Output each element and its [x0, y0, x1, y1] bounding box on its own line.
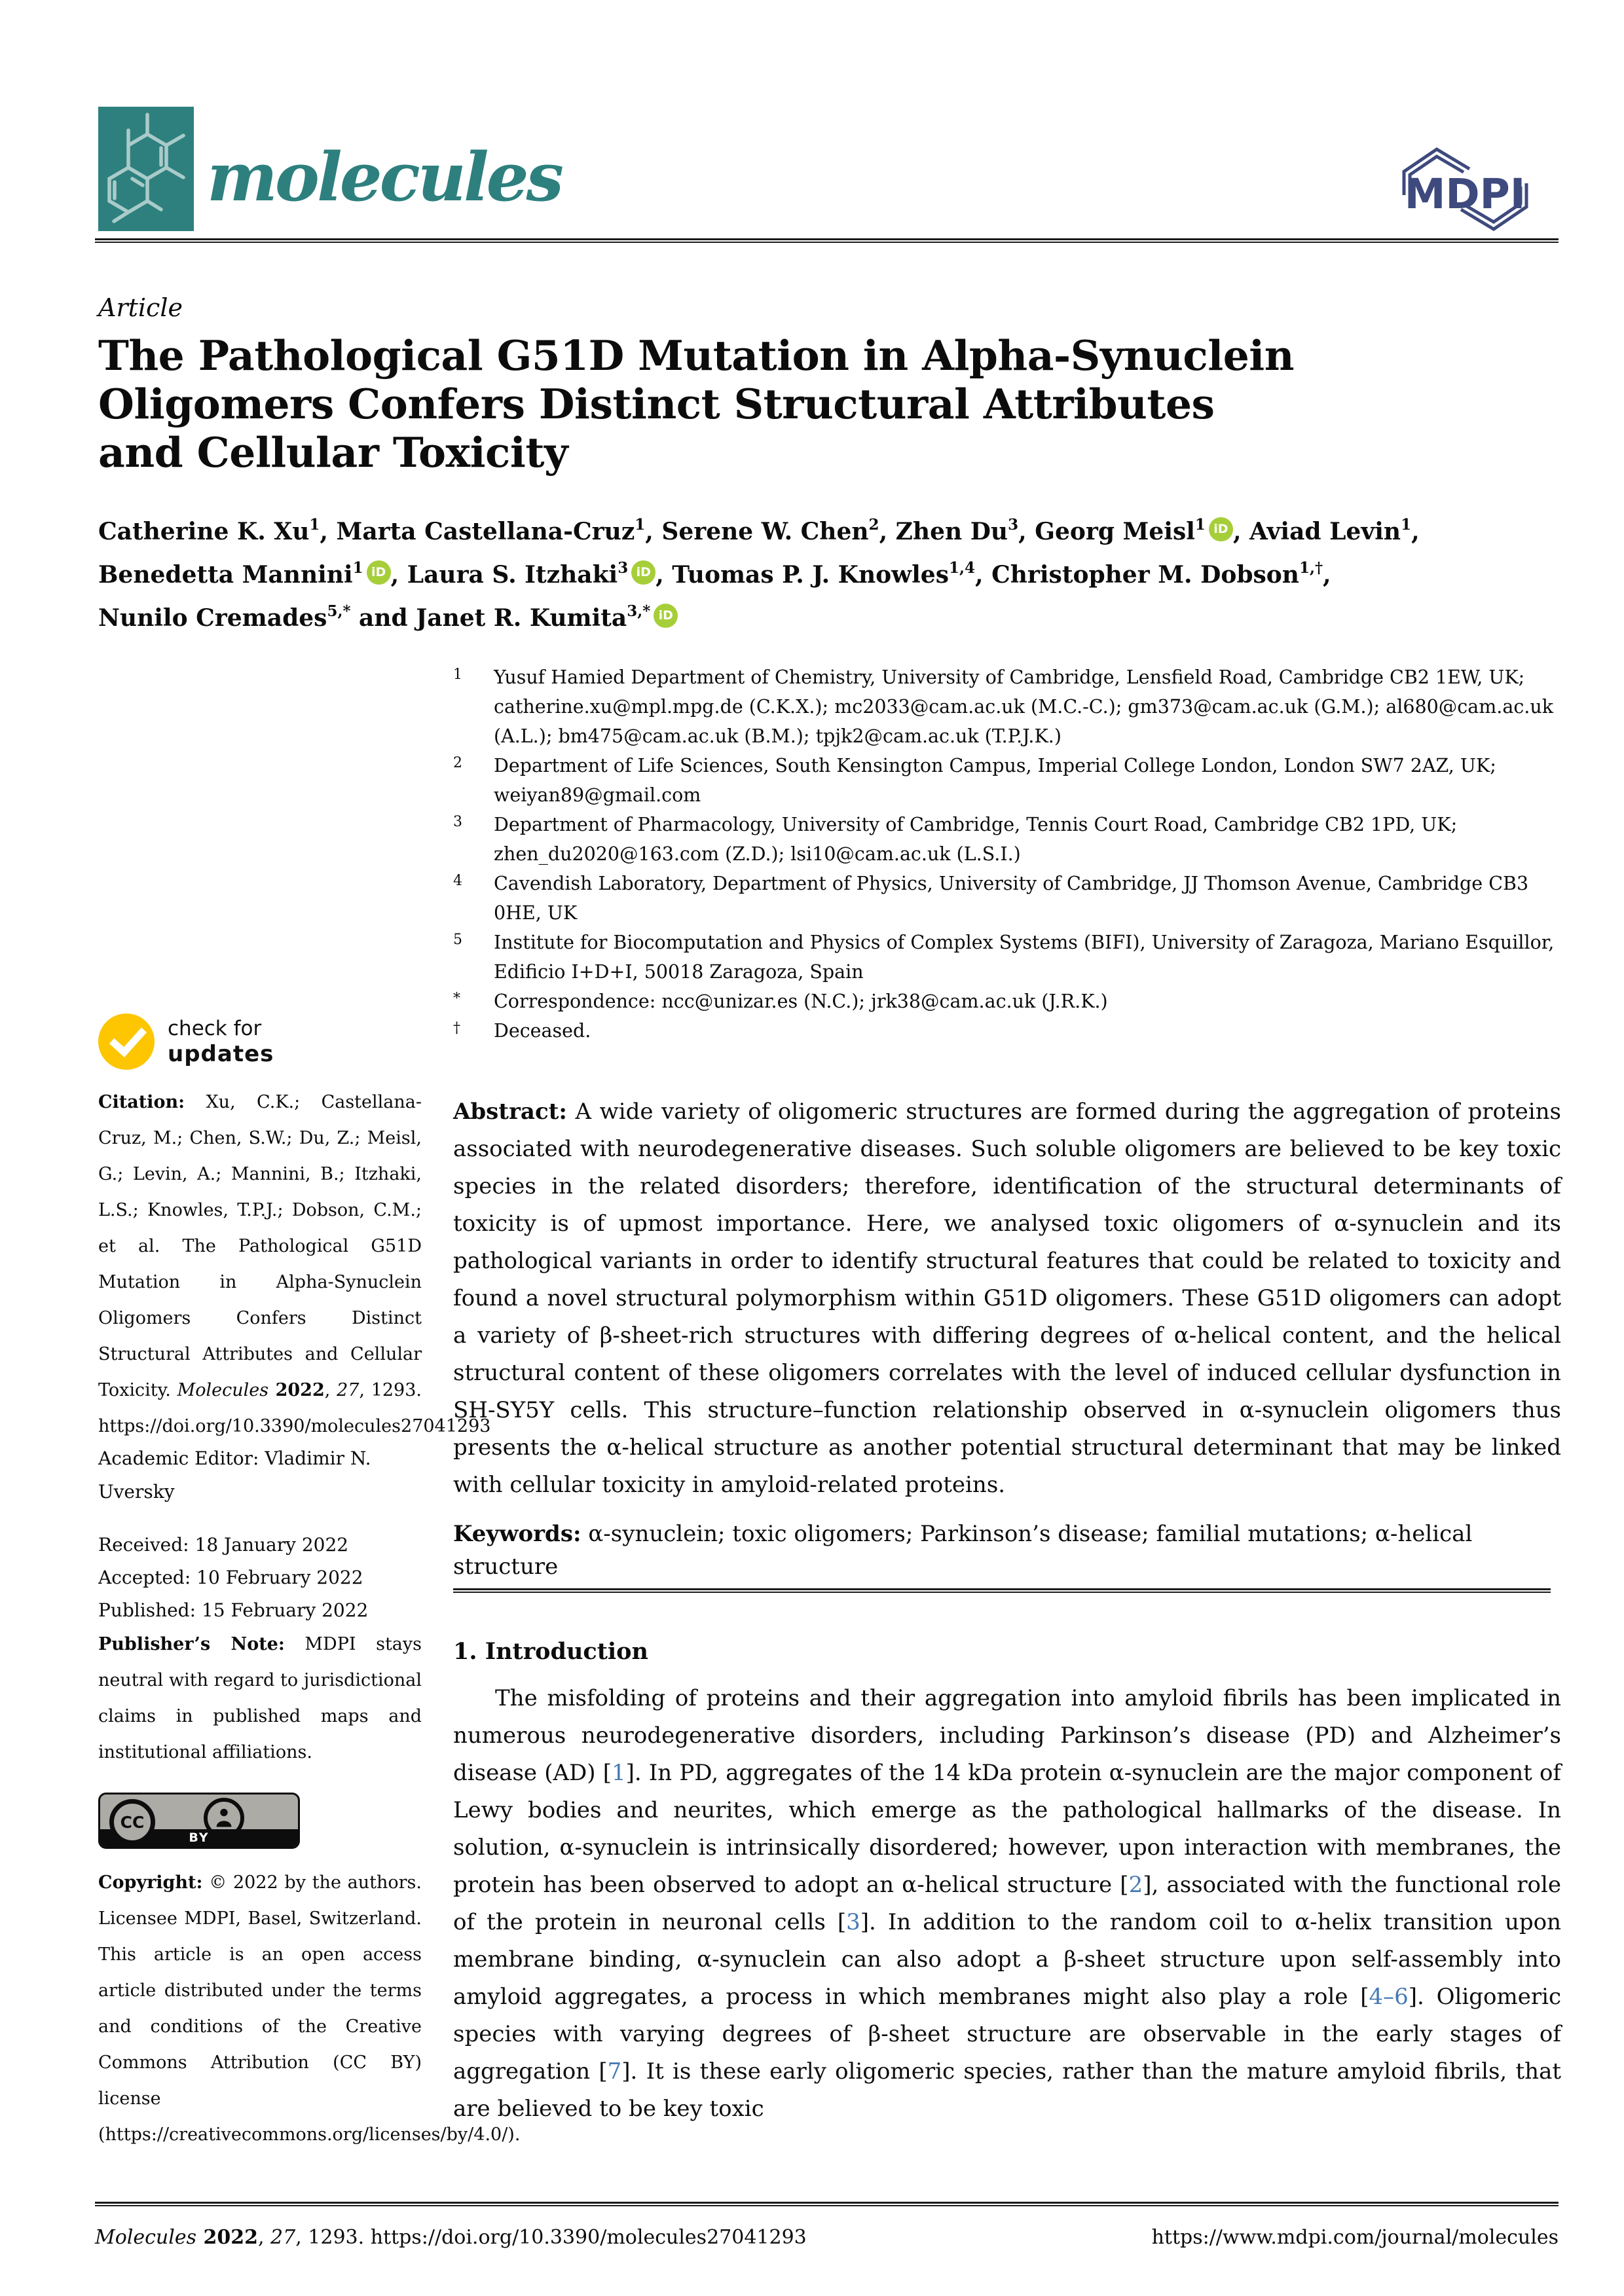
published-date: Published: 15 February 2022	[98, 1599, 369, 1621]
keywords: Keywords: α-synuclein; toxic oligomers; Parkinson’s disease; familial mutations; α-helical structure	[453, 1521, 1473, 1580]
doi-link[interactable]: , 1293. https://doi.org/10.3390/molecules27041293	[98, 1380, 491, 1436]
received-date: Received: 18 January 2022	[98, 1534, 349, 1556]
affiliation-row: † Deceased.	[453, 1020, 591, 1042]
checkmark-icon	[98, 1013, 155, 1070]
section-heading-introduction: 1. Introduction	[453, 1638, 648, 1665]
by-label: BY	[100, 1829, 298, 1847]
abstract: Abstract: A wide variety of oligomeric structures are formed during the aggregation of proteins associated with neurodegenerative diseases. Such soluble oligomers are believed to be key toxic species in the related disorders; therefore, identification of the structural determinants of toxicity is of upmost importance. Here, we analysed toxic oligomers of α-synuclein and its pathological variants in order to identify structural features that could be related to toxicity and found a novel structural polymorphism within G51D oligomers. These G51D oligomers can adopt a variety of β-sheet-rich structures with differing degrees of α-helical content, and the helical structural content of these oligomers correlates with the level of induced cellular dysfunction in SH-SY5Y cells. This structure–function relationship observed in α-synuclein oligomers thus presents the α-helical structure as another potential structural determinant that may be linked with cellular toxicity in amyloid-related proteins.	[453, 1099, 1561, 1498]
orcid-icon[interactable]: iD	[654, 604, 678, 628]
author: Christopher M. Dobson$^{1,\dagger}$,	[991, 559, 1331, 589]
check-for-updates-badge[interactable]	[98, 1013, 274, 1070]
footer-journal-url[interactable]: https://www.mdpi.com/journal/molecules	[1151, 2226, 1559, 2249]
molecules-journal-logo	[98, 107, 194, 231]
footer-citation-doi[interactable]: Molecules 2022, 27, 1293. https://doi.org/10.3390/molecules27041293	[95, 2226, 807, 2249]
keywords-divider-rule	[453, 1588, 1551, 1593]
affiliation-row: * Correspondence: ncc@unizar.es (N.C.); jrk38@cam.ac.uk (J.R.K.)	[453, 991, 1108, 1012]
reference-link[interactable]: 1	[611, 1760, 626, 1786]
author: Zhen Du$^3$,	[895, 516, 1035, 545]
author: Aviad Levin$^1$,	[1249, 516, 1420, 545]
check-badge-text: check for updates	[168, 1016, 274, 1067]
mdpi-label: MDPI	[1404, 170, 1526, 218]
accepted-date: Accepted: 10 February 2022	[98, 1567, 363, 1588]
page-title	[98, 331, 1578, 477]
copyright-notice: Copyright: © 2022 by the authors. Licensee MDPI, Basel, Switzerland. This article is an open access article distributed under the terms and conditions of the Creative Commons Attribution (CC BY) license (https://creativecommons.org/licenses/by/4.0/).	[98, 1872, 521, 2145]
author: Catherine K. Xu$^1$,	[98, 516, 337, 545]
affiliation-row: 3 Department of Pharmacology, University of Cambridge, Tennis Court Road, Cambridge CB2 1PD, UK; zhen_du2020@163.com (Z.D.); lsi10@cam.ac.uk (L.S.I.)	[453, 814, 1458, 865]
author: Janet R. Kumita$^{3,*}$ iD	[416, 604, 678, 632]
journal-wordmark: molecules	[207, 138, 561, 217]
title-line: The Pathological G51D Mutation in Alpha-Synuclein	[98, 331, 1295, 380]
page-footer	[95, 2226, 1559, 2249]
orcid-icon[interactable]: iD	[631, 560, 655, 585]
title-line: Oligomers Confers Distinct Structural Attributes	[98, 380, 1215, 428]
author: Serene W. Chen$^2$,	[661, 516, 896, 545]
mdpi-logo	[1395, 143, 1536, 236]
author: Benedetta Mannini$^1$ iD ,	[98, 559, 407, 589]
footer-rule	[95, 2202, 1559, 2206]
orcid-icon[interactable]: iD	[1209, 517, 1233, 541]
affiliation-row: 5 Institute for Biocomputation and Physics of Complex Systems (BIFI), University of Zaragoza, Mariano Esquillor, Edificio I+D+I, 50018 Zaragoza, Spain	[453, 932, 1555, 983]
cc-by-license-badge[interactable]	[98, 1793, 300, 1849]
reference-link[interactable]: 2	[1128, 1872, 1143, 1898]
citation-block: Citation: Xu, C.K.; Castellana-Cruz, M.; Chen, S.W.; Du, Z.; Meisl, G.; Levin, A.; Mannini, B.; Itzhaki, L.S.; Knowles, T.P.J.; Dobson, C.M.; et al. The Pathological G51D Mutation in Alpha-Synuclein Oligomers Confers Distinct Structural Attributes and Cellular Toxicity. Molecules 2022, 27, 1293. https://doi.org/10.3390/molecules27041293	[98, 1092, 491, 1436]
publishers-note: Publisher’s Note: MDPI stays neutral with regard to jurisdictional claims in published maps and institutional affiliations.	[98, 1634, 422, 1762]
introduction-paragraph: The misfolding of proteins and their aggregation into amyloid fibrils has been implicated in numerous neurodegenerative disorders, including Parkinson’s disease (PD) and Alzheimer’s disease (AD) [1]. In PD, aggregates of the 14 kDa protein α-synuclein are the major component of Lewy bodies and neurites, which emerge as the pathological hallmarks of the disease. In solution, α-synuclein is intrinsically disordered; however, upon interaction with membranes, the protein has been observed to adopt an α-helical structure [2], associated with the functional role of the protein in neuronal cells [3]. In addition to the random coil to α-helix transition upon membrane binding, α-synuclein can also adopt a β-sheet structure upon self-assembly into amyloid aggregates, a process in which membranes might also play a role [4–6]. Oligomeric species with varying degrees of β-sheet structure are observable in the early stages of aggregation [7]. It is these early oligomeric species, rather than the mature amyloid fibrils, that are believed to be key toxic	[453, 1685, 1562, 2122]
article-dates	[98, 1529, 422, 1627]
author-list	[98, 507, 1585, 637]
reference-link[interactable]: 3	[846, 1909, 860, 1935]
author: Laura S. Itzhaki$^3$ iD ,	[407, 559, 673, 589]
author: Marta Castellana-Cruz$^1$,	[336, 516, 662, 545]
affiliation-row: 1 Yusuf Hamied Department of Chemistry, University of Cambridge, Lensfield Road, Cambridge CB2 1EW, UK; catherine.xu@mpl.mpg.de (C.K.X.); mc2033@cam.ac.uk (M.C.-C.); gm373@cam.ac.uk (G.M.); al680@cam.ac.uk (A.L.); bm475@cam.ac.uk (B.M.); tpjk2@cam.ac.uk (T.P.J.K.)	[453, 666, 1553, 747]
header-rule	[95, 238, 1559, 243]
reference-link[interactable]: 4–6	[1369, 1984, 1409, 2010]
article-type-label: Article	[98, 293, 183, 322]
affiliation-row: 4 Cavendish Laboratory, Department of Physics, University of Cambridge, JJ Thomson Avenue, Cambridge CB3 0HE, UK	[453, 873, 1529, 924]
author: Tuomas P. J. Knowles$^{1,4}$,	[672, 559, 992, 589]
affiliation-row: 2 Department of Life Sciences, South Kensington Campus, Imperial College London, London SW7 2AZ, UK; weiyan89@gmail.com	[453, 755, 1496, 806]
molecule-structure-icon	[98, 107, 194, 231]
reference-link[interactable]: 7	[607, 2058, 622, 2085]
affiliation-list	[453, 663, 1561, 1046]
author: Nunilo Cremades$^{5,*}$ and	[98, 602, 416, 632]
cc-icon: CC	[109, 1799, 155, 1845]
orcid-icon[interactable]: iD	[367, 560, 391, 585]
title-line: and Cellular Toxicity	[98, 428, 568, 477]
author: Georg Meisl$^1$ iD ,	[1035, 516, 1250, 545]
academic-editor: Academic Editor: Vladimir N. Uversky	[98, 1448, 371, 1503]
